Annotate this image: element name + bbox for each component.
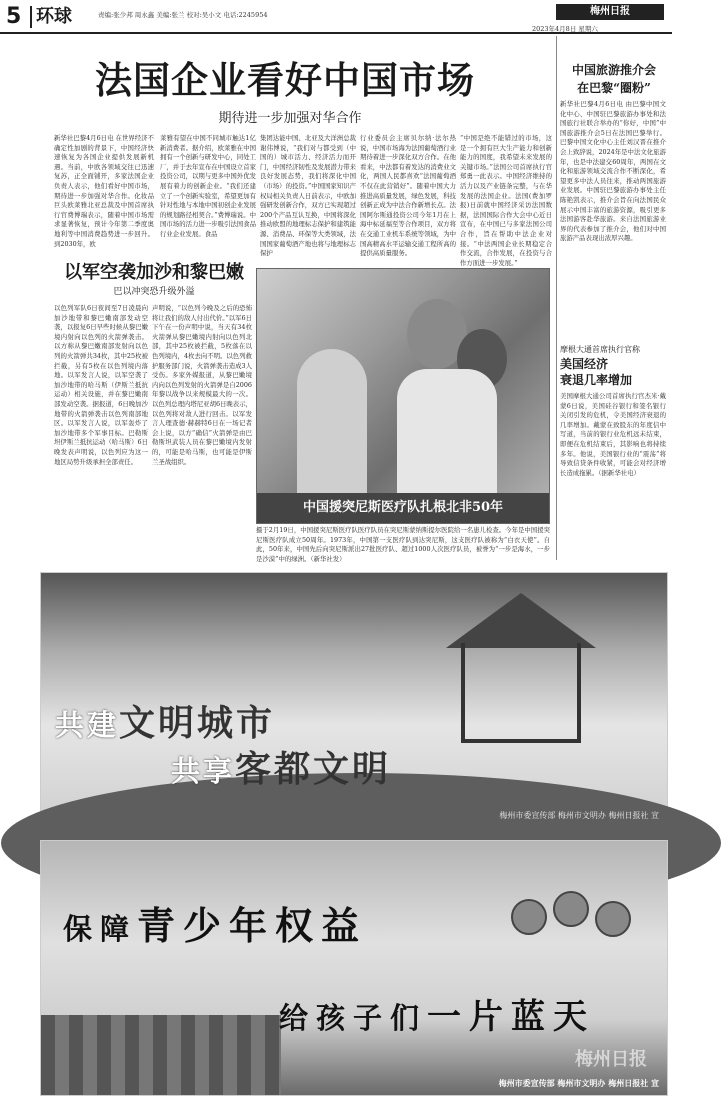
banner2-credit: 梅州市委宣传部 梅州市文明办 梅州日报社 宣 [498, 1078, 659, 1088]
lead-subheadline: 期待进一步加强对华合作 [218, 111, 362, 126]
photo-caption-text: 摄于2月19日，中国援突尼斯医疗队医疗队员在突尼斯蒙纳斯提尔医院给一名患儿检查。今年是中国援突尼斯医疗队成立50周年。1973年，中国第一支医疗队到达突尼斯，这支医疗队被称为“白衣天使”。自此，50年来，中国先后向突尼斯派出27批医疗队、超过1000人次医疗队员，被誉为“一步是海水，一步是沙漠”中的绿洲。（新华社发） [256, 526, 550, 563]
sidebar-story2-title-line1: 美国经济 [560, 357, 609, 371]
banner1-line1: 共建文明城市 [55, 702, 276, 744]
sidebar-story2-kicker: 摩根大通首席执行官称 [560, 345, 640, 354]
issue-date: 2023年4月8日 星期六 [532, 25, 598, 33]
article2-subheadline: 巴以冲突恐升级外溢 [113, 287, 195, 297]
lead-column-5: “中国是绝不能错过的市场，这是一个拥有巨大生产能力和创新能力的国度，我希望未来发展的关键市场。”法国公司首席执行官郑勇一此表示。中国经济维持的活力以及产业链条完整，与在华发展的法国企业。法国(费加罗报)日前就中国经济采访法国数据，法国国际合作大会中心近日宣布，在中国已与多家法国公司合作，旨在帮助中法企业对接。“中法两国企业长期稳定合作交流，合作发展，在投资与合作方面进一步发展。” [460, 134, 552, 267]
sidebar-story1-title-line2: 在巴黎“圈粉” [577, 81, 651, 95]
staff-credits: 责编:张少邦 周永鑫 美编:张兰 校对:吴小文 电话:2245954 [98, 11, 268, 19]
photo-caption-title: 中国援突尼斯医疗队扎根北非50年 [257, 493, 549, 523]
house-roof-icon [446, 593, 596, 648]
lead-headline: 法国企业看好中国市场 [95, 58, 475, 102]
sidebar-story2-body: 美国摩根大通公司首席执行官杰米·戴蒙6日说，美国硅谷银行和签名银行关闭引发的危机，令美国经济衰退的几率增加。戴蒙在致股东的年度信中写道，当前的银行业危机远未结束，即便在危机结束后，其影响也将持续多年。他说，美国银行业的“震荡”将导致信贷条件收紧，可能会对经济增长造成拖累。（据新华社电） [560, 392, 666, 477]
news-photo [256, 268, 550, 524]
sidebar-story1-body: 新华社巴黎4月6日电 由巴黎中国文化中心、中国驻巴黎旅游办事处和法国旅行社联合举办的“你好，中国”中国旅游推介会5日在法国巴黎举行。巴黎中国文化中心主任刘汉晋在推介会上致辞说，2024年是中法文化旅游年，也是中法建交60周年，两国在文化和旅游领域交流合作不断深化，希望更多中法人员往来，推动两国旅游业发展。中国驻巴黎旅游办事处主任陈艳凯表示，推介会旨在向法国民众展示中国丰富的旅游资源，吸引更多法国游客赴华旅游。来自法国旅游业界的代表参加了推介会，他们对中国旅游产品表现出浓厚兴趣。 [560, 100, 666, 243]
lead-column-1: 新华社巴黎4月6日电 在世界经济不确定性加剧的背景下，中国经济快速恢复为各国企业提供发展新机遇。当前，中欧各领域交往已迅速复苏，正全面铺开，多家法国企业负责人表示，他们看好中国市场，期待进一步加强对华合作。化妆品巨头欧莱雅北亚总裁及中国首席执行官费博瑞表示，随着中国市场需求显著恢复，预计今年第二季度奥地利等中国消费趋势进一步回升。到2030年，欧 [54, 134, 154, 248]
banner2-line2: 给孩子们一片蓝天 [279, 997, 596, 1037]
section-name: 环球 [30, 6, 72, 28]
page-header [0, 0, 672, 34]
article2-headline: 以军空袭加沙和黎巴嫩 [64, 262, 244, 283]
lead-column-3: 集团达能中国、北亚及大洋洲总裁谢伟博说，“我们对与都受到（中国的）城市活力、经济活力而开门，中国经济韧性及发展潜力带来良好发展态势，我们将深化中国（市场）的投资。”中国国家知识产权局相关负责人日前表示，中欧加强研发创新合作，双方已实现超过200个产品互认互换，中国将深化推动欧盟的地理标志保护和建筑能源、消费品、环保等大类领域，法国国家葡萄酒产地也将与地理标志保护 [260, 134, 356, 258]
banner1-line2: 共享客都文明 [171, 748, 392, 790]
child-icon [595, 901, 631, 937]
article2-column-2: 声明说，“以色列今晚及之后的恐怖将让我们的敌人付出代价。”以军6日下午在一份声明中说，当天有34枚火箭弹从黎巴嫩境内射向以色列北部，其中25枚被拦截，5枚落在以色列境内，4枚去向不明。以色列救护服务部门说，火箭弹袭击造成3人受伤。多家外媒报道，从黎巴嫩境内向以色列发射的火箭弹是自2006年黎以战争以来规模最大的一次。以色列总理内塔尼亚胡6日晚表示，以色列将对敌人进行回击。以军发言人理查德·赫赫特6日在一场记者会上说，以方“确信”火箭弹是由巴勒斯坦武装人员在黎巴嫩境内发射的，可能是哈马斯，也可能是伊斯兰圣战组织。 [152, 304, 252, 466]
village-illustration [41, 1015, 281, 1095]
lead-column-2: 莱雅有望在中国不同城市触达1亿新消费者。据介绍，欧莱雅在中国拥有一个创新与研发中心，同处工厂，并于去年宣布在中国设立首家投资公司，以期与更多中国外优发展有着力的创新企业。“我们还建立了一个创新实验室，希望更加有针对性地与本地中国初创企业发展的规划路径相契合。”费博瑞说。中国市场的活力进一步吸引法国食品行业企业发展。食品 [160, 134, 256, 238]
lead-column-4: 行业委员会主席贝尔纳·法尔热说，中国市场海为法国葡萄酒行业期待着进一步深化双方合作。在他看来，中法都有着发达的消费业文化，两国人民都喜欢“法国葡萄酒不仅在此营销好”。随着中国大力推进高质量发展，绿色发展，科技创新正成为中法合作新增长点。法国阿尔斯通投资公司今年1月在上海中标延福至等合作项目，双方将在交通工业机车系统等领域，为中国高精高水平运输交通工程所高的提供高质量服务。 [360, 134, 456, 258]
page-number: 5 [6, 4, 22, 29]
article2-column-1: 以色列军队6日夜间至7日凌晨向加沙地带和黎巴嫩南部发动空袭，以报复6日早些时候从黎巴嫩境内射向以色列的火箭弹袭击。以方称从黎巴嫩南部发射向以色列的火箭弹共34枚，其中25枚被拦截，另有5枚在以色列境内落地。以军发言人说，以军空袭了加沙地带的哈马斯（伊斯兰抵抗运动）相关设施，并在黎巴嫩南部发动空袭。据报道，6日晚加沙地带的火箭弹袭击以色列南部地区。以军发言人说，以军轰炸了加沙地带多个军事目标。巴勒斯坦伊斯兰抵抗运动（哈马斯）6日晚发表声明说，以色列应为这一地区局势升级承担全部责任。 [54, 304, 148, 466]
newspaper-logo: 梅州日报 [556, 4, 664, 20]
sidebar-story1-title-line1: 中国旅游推介会 [571, 63, 656, 77]
watermark: 梅州日报 [575, 1049, 647, 1070]
youth-rights-banner [40, 840, 668, 1096]
child-icon [553, 891, 589, 927]
child-icon [511, 899, 547, 935]
column-divider [556, 36, 557, 560]
banner2-line1: 保障青少年权益 [63, 903, 368, 948]
sidebar-story2-title-line2: 衰退几率增加 [560, 373, 633, 387]
banner1-credit: 梅州市委宣传部 梅州市文明办 梅州日报社 宣 [499, 811, 659, 820]
house-icon [461, 643, 581, 743]
civilization-city-banner [40, 572, 668, 828]
